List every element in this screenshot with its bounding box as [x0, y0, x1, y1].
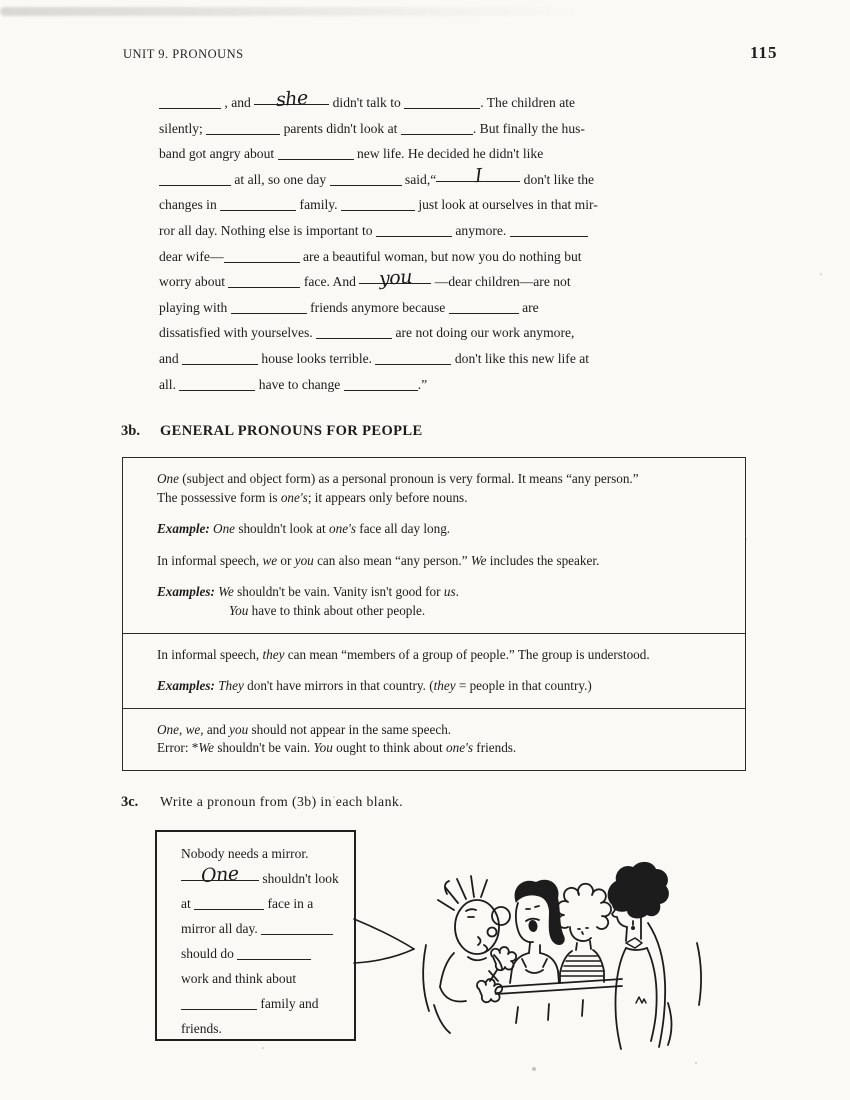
table-hatching — [516, 1000, 583, 1023]
bow-collar — [626, 938, 642, 948]
text-line — [157, 646, 727, 665]
eyes-nose — [578, 928, 588, 934]
text-segment: one's — [280, 489, 308, 505]
rule-paragraph — [157, 677, 727, 696]
fill-blank — [404, 96, 480, 109]
text-segment: face all day long. — [356, 521, 451, 537]
text-segment: should do — [181, 946, 238, 961]
open-mouth — [528, 919, 539, 932]
section-3c-instruction: Write a pronoun from (3b) in each blank. — [160, 794, 404, 809]
text-segment: The possessive form is — [157, 489, 281, 505]
fill-blank — [206, 122, 280, 135]
text-segment: us — [443, 584, 456, 600]
text-segment: can also mean “any person.” — [313, 552, 471, 568]
eyes — [526, 906, 539, 909]
text-segment: one's — [446, 740, 473, 756]
text-segment: face in a — [264, 896, 314, 911]
text-line — [157, 739, 727, 758]
text-segment: are — [518, 299, 539, 315]
text-segment: dissatisfied with yourselves. — [159, 325, 317, 341]
arm — [647, 948, 657, 1041]
text-segment: band got angry about — [159, 146, 278, 162]
fill-blank — [449, 301, 519, 314]
text-segment: and — [159, 350, 183, 366]
handwritten-text: One — [200, 862, 240, 888]
fill-blank — [261, 922, 333, 935]
text-segment: should not appear in the same speech. — [248, 721, 452, 737]
text-segment: We — [198, 740, 215, 756]
bob-hair — [515, 880, 565, 945]
hair-spikes — [438, 876, 487, 910]
text-line — [181, 916, 354, 941]
fill-blank — [224, 250, 300, 263]
text-segment: have to change — [255, 376, 344, 392]
fill-blank — [159, 96, 221, 109]
text-segment: shouldn't be vain. — [214, 740, 314, 756]
text-line — [181, 941, 354, 966]
text-segment: includes the speaker. — [486, 552, 600, 568]
text-segment: . The children ate — [480, 95, 576, 110]
text-segment: = people in that country.) — [455, 678, 592, 694]
chair-back-right — [697, 943, 701, 1005]
text-segment: worry about — [159, 274, 229, 290]
fill-blank — [220, 198, 296, 211]
dress-mark — [636, 997, 646, 1003]
text-segment: are not doing our work anymore, — [392, 325, 575, 341]
text-segment: shouldn't look at — [235, 521, 329, 537]
text-line — [181, 891, 354, 916]
chair-left — [423, 945, 429, 1011]
text-segment: we — [185, 721, 201, 737]
text-line — [157, 583, 727, 602]
mouth — [478, 937, 487, 952]
text-segment: changes in — [159, 197, 221, 213]
woman-bob-figure — [510, 880, 565, 983]
text-segment: or — [277, 552, 295, 568]
neck — [529, 943, 540, 953]
hand-lower — [477, 979, 502, 1002]
text-segment: .” — [417, 376, 428, 392]
text-line — [159, 192, 689, 218]
text-line — [181, 991, 354, 1016]
boy-striped-figure — [557, 884, 611, 983]
section-3b-title: GENERAL PRONOUNS FOR PEOPLE — [160, 423, 423, 439]
text-segment: dear wife— — [159, 248, 224, 264]
text-segment: parents didn't look at — [280, 120, 401, 136]
text-segment: . But finally the hus- — [472, 120, 585, 136]
page-number: 115 — [750, 43, 778, 62]
fill-blank — [194, 897, 264, 910]
text-line — [159, 372, 689, 398]
text-segment: mirror all day. — [181, 921, 262, 936]
text-segment: We — [470, 552, 487, 568]
text-segment: don't like this new life at — [451, 350, 590, 366]
text-segment: We — [218, 584, 234, 600]
text-segment: work and think about — [181, 971, 297, 986]
text-segment: said,“ — [401, 171, 437, 187]
table — [434, 979, 622, 1033]
rule-box-3b — [122, 457, 746, 771]
handwritten-answer — [254, 86, 329, 112]
rule-paragraph — [157, 583, 727, 620]
text-segment: have to think about other people. — [248, 602, 426, 618]
text-line — [159, 244, 689, 270]
text-line — [157, 721, 727, 740]
text-segment: we — [262, 552, 278, 568]
text-segment: —dear children—are not — [431, 274, 571, 290]
text-segment: . — [455, 584, 459, 600]
text-segment: Examples: — [157, 678, 215, 694]
handwritten-text: I — [473, 164, 483, 187]
text-line — [159, 218, 689, 244]
text-segment: ought to think about — [332, 740, 446, 756]
text-segment: anymore. — [451, 222, 510, 238]
text-segment: They — [218, 678, 244, 694]
text-segment: at all, so one day — [231, 171, 330, 187]
text-segment: didn't talk to — [329, 95, 405, 110]
rule-block — [123, 458, 745, 633]
text-segment: In informal speech, — [157, 552, 263, 568]
text-line — [157, 520, 727, 539]
rule-paragraph — [157, 552, 727, 571]
text-segment: friends. — [473, 740, 517, 756]
scan-artifact-smudge — [0, 7, 580, 16]
text-segment: house looks terrible. — [258, 350, 376, 366]
text-segment: silently; — [159, 120, 207, 136]
fill-blank — [341, 198, 415, 211]
text-segment: playing with — [159, 299, 231, 315]
fill-blank — [316, 326, 392, 339]
chair-right — [668, 1003, 672, 1045]
text-segment: You — [229, 602, 249, 618]
rule-paragraph — [157, 721, 727, 758]
fill-blank — [330, 173, 402, 186]
text-line — [159, 266, 689, 295]
earring — [631, 926, 635, 930]
fill-blank — [159, 173, 231, 186]
handwritten-answer — [181, 862, 259, 888]
text-line — [157, 677, 727, 696]
fill-blank — [179, 378, 255, 391]
curly-hair — [557, 884, 611, 929]
fill-blank — [181, 997, 257, 1010]
section-3c-number: 3c. — [121, 794, 139, 810]
eye — [466, 909, 476, 917]
text-segment: Nobody needs a mirror. — [181, 846, 309, 861]
text-segment: Examples: — [157, 584, 215, 600]
text-segment: you — [294, 552, 314, 568]
text-segment: can mean “members of a group of people.” The group is understood. — [284, 646, 650, 662]
text-line — [157, 602, 727, 621]
text-segment: they — [262, 646, 285, 662]
fill-blank — [375, 352, 451, 365]
handwritten-answer — [359, 266, 431, 291]
shirt-stripes — [561, 956, 604, 976]
text-segment: (subject and object form) as a personal pronoun is very formal. It means “any person.” — [178, 471, 639, 486]
text-line — [157, 470, 727, 489]
text-segment: One — [157, 471, 179, 486]
text-segment: at — [181, 896, 195, 911]
man-figure — [423, 876, 516, 1011]
rule-paragraph — [157, 646, 727, 665]
scan-noise — [0, 0, 2, 2]
fill-blank — [228, 275, 300, 288]
fill-blank — [510, 224, 588, 237]
text-segment: Error: * — [157, 740, 199, 756]
handwritten-answer — [436, 164, 520, 187]
rule-block — [123, 633, 745, 708]
neck — [576, 941, 591, 950]
fill-blank — [401, 122, 473, 135]
rule-paragraph — [157, 520, 727, 539]
handwritten-text: you — [378, 266, 413, 291]
text-segment: , and — [221, 95, 255, 110]
text-line — [181, 1016, 354, 1041]
ear — [488, 928, 497, 937]
cartoon-illustration — [350, 853, 720, 1053]
text-line — [159, 346, 689, 372]
text-segment: new life. He decided he didn't like — [353, 146, 544, 162]
nose — [492, 907, 510, 925]
text-segment: are a beautiful woman, but now you do nothing but — [299, 248, 582, 264]
curly-dark-hair — [608, 862, 669, 919]
rule-paragraph — [157, 470, 727, 507]
chair-leg-left — [434, 1005, 450, 1033]
text-segment: ror all day. Nothing else is important to — [159, 222, 376, 238]
running-head: UNIT 9. PRONOUNS — [123, 47, 244, 61]
text-segment: One — [213, 521, 236, 537]
handwritten-text: she — [275, 86, 309, 112]
fill-blank — [278, 147, 354, 160]
text-line — [181, 841, 354, 866]
text-line — [159, 116, 689, 142]
text-line — [181, 966, 354, 991]
speech-bubble-tail — [354, 919, 414, 963]
fill-blank — [344, 378, 418, 391]
text-line — [157, 552, 727, 571]
text-segment: One — [157, 721, 179, 737]
text-segment: You — [313, 740, 333, 756]
text-segment: don't like the — [520, 171, 595, 187]
text-segment: just look at ourselves in that mir- — [414, 197, 598, 213]
text-segment: shouldn't be vain. Vanity isn't good for — [233, 584, 444, 600]
section-3b-number: 3b. — [121, 423, 140, 439]
text-segment: Example: — [157, 521, 210, 537]
text-line — [159, 295, 689, 321]
text-segment: all. — [159, 376, 180, 392]
text-line — [159, 320, 689, 346]
speech-bubble-box — [155, 830, 356, 1041]
text-segment: face. And — [300, 274, 360, 290]
rule-block — [123, 708, 745, 770]
text-segment: , — [178, 721, 186, 737]
text-line — [159, 86, 689, 116]
text-line — [157, 489, 727, 508]
exercise-3a-text — [159, 86, 689, 397]
text-segment: you — [229, 721, 249, 737]
text-segment: one's — [329, 521, 356, 537]
fill-blank — [182, 352, 258, 365]
fill-blank — [231, 301, 307, 314]
text-line — [159, 164, 689, 193]
text-segment: friends anymore because — [306, 299, 449, 315]
text-segment: friends. — [181, 1021, 222, 1036]
text-segment: ; it appears only before nouns. — [307, 489, 468, 505]
text-segment: don't have mirrors in that country. ( — [243, 678, 434, 694]
text-segment: family and — [257, 996, 319, 1011]
fill-blank — [237, 947, 311, 960]
text-segment: family. — [296, 197, 341, 213]
fill-blank — [376, 224, 452, 237]
woman-glasses-figure — [608, 862, 701, 1049]
text-segment: they — [433, 678, 456, 694]
text-segment: In informal speech, — [157, 646, 263, 662]
text-line — [181, 862, 354, 891]
text-line — [159, 141, 689, 167]
text-segment: shouldn't look — [259, 871, 339, 886]
text-segment: , and — [200, 721, 230, 737]
